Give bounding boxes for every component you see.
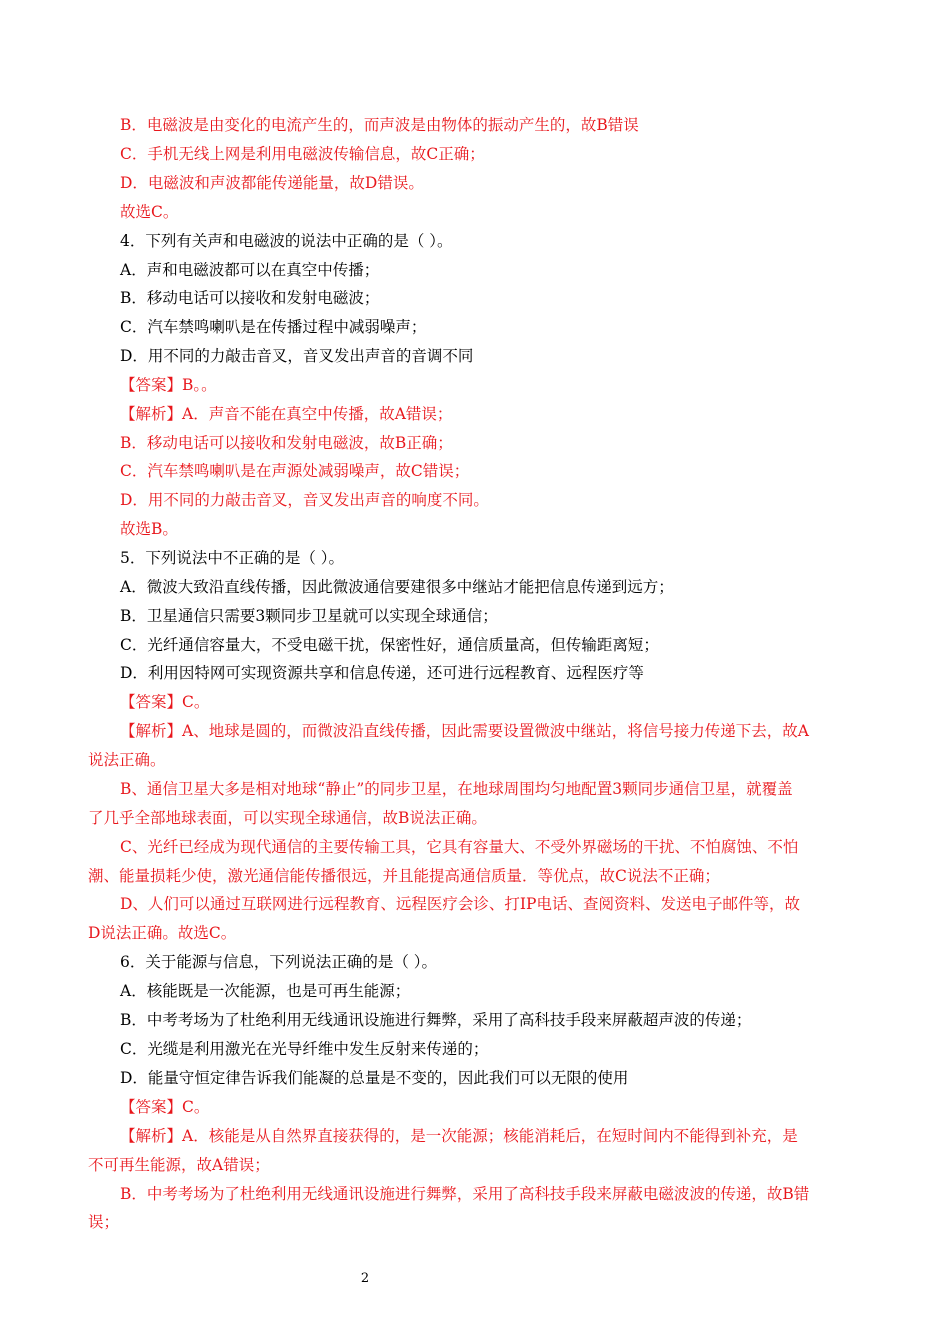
option-line: B．移动电话可以接收和发射电磁波； bbox=[120, 289, 380, 307]
option-line: A．核能既是一次能源，也是可再生能源； bbox=[120, 982, 411, 1000]
page-number: 2 bbox=[360, 1271, 370, 1286]
analysis-line: 误； bbox=[88, 1213, 120, 1231]
analysis-line: D．用不同的力敲击音叉，音叉发出声音的响度不同。 bbox=[120, 491, 489, 509]
analysis-line: 【解析】A．声音不能在真空中传播，故A错误； bbox=[120, 405, 453, 423]
analysis-line: 说法正确。 bbox=[88, 751, 166, 769]
analysis-line: 【解析】A、地球是圆的，而微波沿直线传播，因此需要设置微波中继站，将信号接力传递下去，故A bbox=[120, 722, 809, 740]
option-line: C．光缆是利用激光在光导纤维中发生反射来传递的； bbox=[120, 1040, 489, 1058]
answer-line: 【答案】C。 bbox=[120, 693, 210, 711]
analysis-line: B．移动电话可以接收和发射电磁波，故B正确； bbox=[120, 434, 453, 452]
text-line: 故选C。 bbox=[120, 203, 179, 221]
option-line: B．中考考场为了杜绝利用无线通讯设施进行舞弊，采用了高科技手段来屏蔽超声波的传递； bbox=[120, 1011, 752, 1029]
analysis-line: C．汽车禁鸣喇叭是在声源处减弱噪声，故C错误； bbox=[120, 462, 470, 480]
option-line: B．卫星通信只需要3颗同步卫星就可以实现全球通信； bbox=[120, 607, 498, 625]
analysis-line: C、光纤已经成为现代通信的主要传输工具，它具有容量大、不受外界磁场的干扰、不怕腐蚀、不怕 bbox=[120, 838, 799, 856]
option-line: C．光纤通信容量大，不受电磁干扰，保密性好，通信质量高，但传输距离短； bbox=[120, 636, 659, 654]
answer-line: 【答案】C。 bbox=[120, 1098, 210, 1116]
question-6-stem: 6．关于能源与信息，下列说法正确的是（ ）。 bbox=[120, 953, 438, 971]
option-line: D．能量守恒定律告诉我们能凝的总量是不变的，因此我们可以无限的使用 bbox=[120, 1069, 629, 1087]
question-5-stem: 5．下列说法中不正确的是（ ）。 bbox=[120, 549, 345, 567]
question-4-stem: 4．下列有关声和电磁波的说法中正确的是（ ）。 bbox=[120, 232, 453, 250]
option-line: D．用不同的力敲击音叉，音叉发出声音的音调不同 bbox=[120, 347, 474, 365]
text-line: D．电磁波和声波都能传递能量，故D错误。 bbox=[120, 174, 424, 192]
option-line: A．微波大致沿直线传播，因此微波通信要建很多中继站才能把信息传递到远方； bbox=[120, 578, 674, 596]
analysis-line: 潮、能量损耗少使，激光通信能传播很远，并且能提高通信质量．等优点，故C说法不正确； bbox=[88, 867, 720, 885]
option-line: A．声和电磁波都可以在真空中传播； bbox=[120, 261, 380, 279]
analysis-line: 【解析】A．核能是从自然界直接获得的，是一次能源；核能消耗后，在短时间内不能得到补充，是 bbox=[120, 1127, 798, 1145]
analysis-line: 了几乎全部地球表面，可以实现全球通信，故B说法正确。 bbox=[88, 809, 487, 827]
analysis-line: D、人们可以通过互联网进行远程教育、远程医疗会诊、打IP电话、查阅资料、发送电子邮件等，故 bbox=[120, 895, 800, 913]
analysis-line: 故选B。 bbox=[120, 520, 178, 538]
answer-line: 【答案】B。。 bbox=[120, 376, 217, 394]
analysis-line: 不可再生能源，故A错误； bbox=[88, 1156, 270, 1174]
analysis-line: D说法正确。故选C。 bbox=[88, 924, 237, 942]
option-line: C．汽车禁鸣喇叭是在传播过程中减弱噪声； bbox=[120, 318, 427, 336]
text-line: C．手机无线上网是利用电磁波传输信息，故C正确； bbox=[120, 145, 485, 163]
analysis-line: B．中考考场为了杜绝利用无线通讯设施进行舞弊，采用了高科技手段来屏蔽电磁波波的传递，故B错 bbox=[120, 1185, 810, 1203]
analysis-line: B、通信卫星大多是相对地球“静止”的同步卫星，在地球周围均匀地配置3颗同步通信卫星，就覆盖 bbox=[120, 780, 793, 798]
option-line: D．利用因特网可实现资源共享和信息传递，还可进行远程教育、远程医疗等 bbox=[120, 664, 644, 682]
text-line: B．电磁波是由变化的电流产生的，而声波是由物体的振动产生的，故B错误 bbox=[120, 116, 639, 134]
